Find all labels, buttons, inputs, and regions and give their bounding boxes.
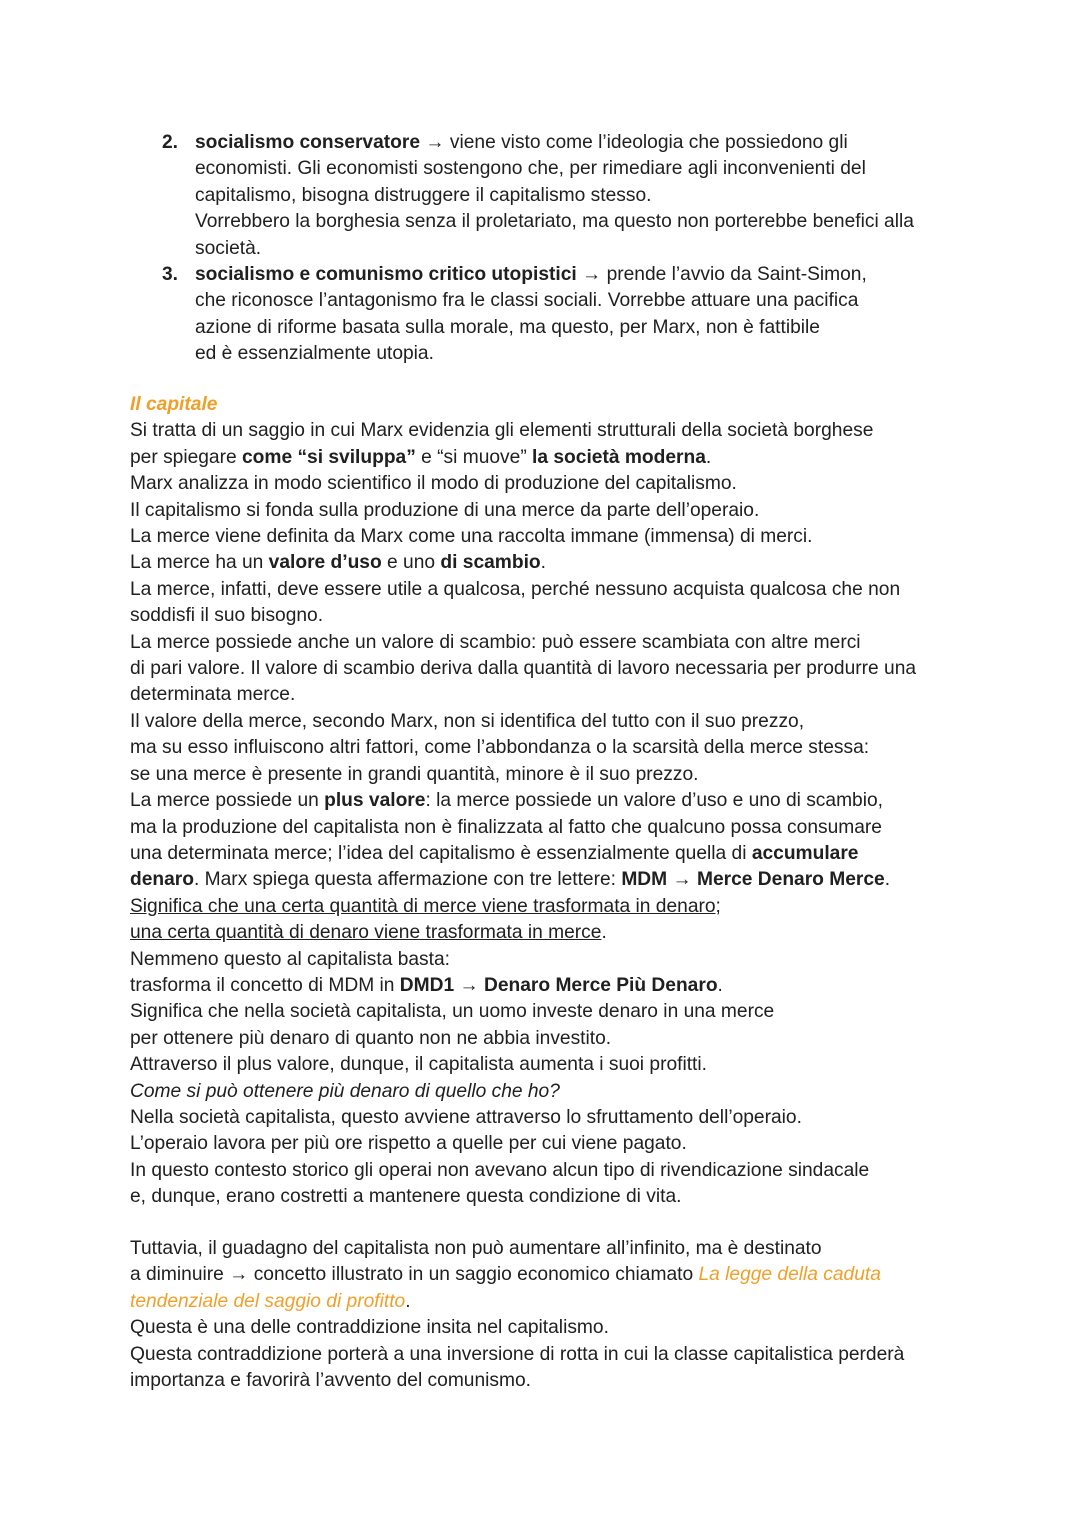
text-line: Marx analizza in modo scientifico il modo di produzione del capitalismo. xyxy=(130,473,737,495)
text-line: ed è essenzialmente utopia. xyxy=(195,343,434,365)
list-item xyxy=(162,262,972,368)
text-line: Questa contraddizione porterà a una inversione di rotta in cui la classe capitalistica perderà xyxy=(130,1343,905,1365)
text-line: azione di riforme basata sulla morale, ma questo, per Marx, non è fattibile xyxy=(195,316,820,338)
text-line: La merce ha un valore d’uso e uno di scambio. xyxy=(130,552,546,574)
text-line: capitalismo, bisogna distruggere il capitalismo stesso. xyxy=(195,184,652,206)
book-title-link: La legge della caduta xyxy=(698,1264,881,1286)
list-number: 2. xyxy=(162,132,179,153)
text-line: Il valore della merce, secondo Marx, non si identifica del tutto con il suo prezzo, xyxy=(130,710,805,732)
book-title-link: tendenziale del saggio di profitto xyxy=(130,1290,406,1312)
section-heading: Il capitale xyxy=(130,394,218,415)
closing-section xyxy=(130,1236,990,1394)
list-item-title: socialismo conservatore xyxy=(195,132,421,153)
text-line: Tuttavia, il guadagno del capitalista non può aumentare all’infinito, ma è destinato xyxy=(130,1238,822,1259)
list-item-first-line: socialismo e comunismo critico utopistici → prende l’avvio da Saint-Simon, xyxy=(195,264,867,286)
underlined-line: Significa che una certa quantità di merce viene trasformata in denaro; xyxy=(130,895,721,917)
text-line: a diminuire → concetto illustrato in un saggio economico chiamato La legge della caduta xyxy=(130,1264,881,1286)
text-line: Vorrebbero la borghesia senza il proletariato, ma questo non porterebbe benefici alla xyxy=(195,211,914,233)
text-line: La merce possiede un plus valore: la merce possiede un valore d’uso e uno di scambio, xyxy=(130,790,883,812)
text-line: che riconosce l’antagonismo fra le classi sociali. Vorrebbe attuare una pacifica xyxy=(195,290,859,312)
list-item-title: socialismo e comunismo critico utopistici xyxy=(195,264,577,286)
text-line: Nella società capitalista, questo avviene attraverso lo sfruttamento dell’operaio. xyxy=(130,1106,802,1128)
text-line: Il capitalismo si fonda sulla produzione di una merce da parte dell’operaio. xyxy=(130,499,760,521)
text-line: Nemmeno questo al capitalista basta: xyxy=(130,948,450,970)
text-line: Attraverso il plus valore, dunque, il capitalista aumenta i suoi profitti. xyxy=(130,1054,707,1076)
text-line: La merce possiede anche un valore di scambio: può essere scambiata con altre merci xyxy=(130,631,861,653)
text-line: ma la produzione del capitalista non è finalizzata al fatto che qualcuno possa consumare xyxy=(130,816,882,838)
text-line: e, dunque, erano costretti a mantenere questa condizione di vita. xyxy=(130,1186,682,1208)
text-line: di pari valore. Il valore di scambio deriva dalla quantità di lavoro necessaria per produrre una xyxy=(130,658,917,680)
list-item xyxy=(162,130,972,262)
text-line: La merce viene definita da Marx come una raccolta immane (immensa) di merci. xyxy=(130,526,813,548)
text-line: Si tratta di un saggio in cui Marx evidenzia gli elementi strutturali della società borghese xyxy=(130,420,874,442)
text-line: La merce, infatti, deve essere utile a qualcosa, perché nessuno acquista qualcosa che non xyxy=(130,578,901,600)
text-line: se una merce è presente in grandi quantità, minore è il suo prezzo. xyxy=(130,763,699,785)
text-line: per ottenere più denaro di quanto non ne abbia investito. xyxy=(130,1027,612,1049)
capitale-section xyxy=(130,392,990,1211)
text-line: tendenziale del saggio di profitto. xyxy=(130,1290,411,1312)
text-line: società. xyxy=(195,237,262,259)
text-line: soddisfi il suo bisogno. xyxy=(130,605,324,627)
text-line: importanza e favorirà l’avvento del comunismo. xyxy=(130,1370,531,1392)
text-line: Significa che nella società capitalista, un uomo investe denaro in una merce xyxy=(130,1001,775,1023)
text-line: denaro. Marx spiega questa affermazione con tre lettere: MDM → Merce Denaro Merce. xyxy=(130,869,891,891)
list-number: 3. xyxy=(162,264,179,286)
text-line: L’operaio lavora per più ore rispetto a quelle per cui viene pagato. xyxy=(130,1133,687,1155)
text-line: Questa è una delle contraddizione insita nel capitalismo. xyxy=(130,1317,609,1339)
text-line: economisti. Gli economisti sostengono che, per rimediare agli inconvenienti del xyxy=(195,158,866,180)
text-line: determinata merce. xyxy=(130,684,296,706)
italic-question: Come si può ottenere più denaro di quello che ho? xyxy=(130,1080,560,1102)
text-line: per spiegare come “si sviluppa” e “si muove” la società moderna. xyxy=(130,446,712,468)
text-line: una determinata merce; l’idea del capitalismo è essenzialmente quella di accumulare xyxy=(130,842,859,864)
list-item-first-line: socialismo conservatore → viene visto come l’ideologia che possiedono gli xyxy=(195,132,848,153)
text-line: ma su esso influiscono altri fattori, come l’abbondanza o la scarsità della merce stessa: xyxy=(130,737,870,759)
text-line: In questo contesto storico gli operai non avevano alcun tipo di rivendicazione sindacale xyxy=(130,1159,870,1181)
text-line: una certa quantità di denaro viene trasformata in merce. xyxy=(130,922,607,944)
numbered-list xyxy=(162,130,972,368)
text-line: trasforma il concetto di MDM in DMD1 → Denaro Merce Più Denaro. xyxy=(130,974,723,996)
